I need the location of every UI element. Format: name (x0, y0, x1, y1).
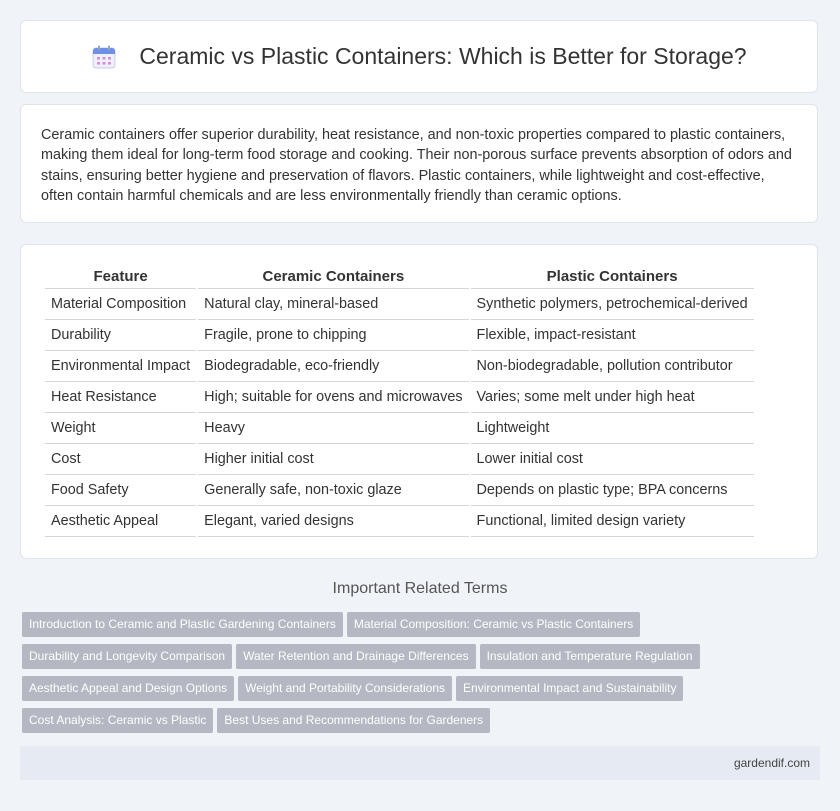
table-cell: Functional, limited design variety (471, 506, 754, 537)
table-cell: Elegant, varied designs (198, 506, 468, 537)
table-row (45, 444, 754, 475)
table-cell: Higher initial cost (198, 444, 468, 475)
related-term-tag[interactable]: Environmental Impact and Sustainability (456, 676, 683, 701)
table-cell: Biodegradable, eco-friendly (198, 351, 468, 382)
related-term-tag[interactable]: Insulation and Temperature Regulation (480, 644, 700, 669)
page-header (20, 20, 818, 93)
table-cell: High; suitable for ovens and microwaves (198, 382, 468, 413)
table-cell: Fragile, prone to chipping (198, 320, 468, 351)
footer-site-link[interactable]: gardendif.com (733, 756, 810, 770)
table-cell: Heavy (198, 413, 468, 444)
table-header-row (45, 265, 754, 289)
related-term-tag[interactable]: Material Composition: Ceramic vs Plastic Containers (347, 612, 640, 637)
table-cell: Depends on plastic type; BPA concerns (471, 475, 754, 506)
page-title: Ceramic vs Plastic Containers: Which is Better for Storage? (139, 43, 747, 69)
column-header: Plastic Containers (471, 265, 754, 289)
table-cell: Durability (45, 320, 196, 351)
related-term-tag[interactable]: Cost Analysis: Ceramic vs Plastic (22, 708, 213, 733)
comparison-table (43, 265, 756, 537)
related-term-tag[interactable]: Durability and Longevity Comparison (22, 644, 232, 669)
table-cell: Generally safe, non-toxic glaze (198, 475, 468, 506)
table-cell: Heat Resistance (45, 382, 196, 413)
table-cell: Cost (45, 444, 196, 475)
related-terms-list (22, 612, 822, 740)
table-row (45, 320, 754, 351)
related-term-tag[interactable]: Best Uses and Recommendations for Gardeners (217, 708, 490, 733)
related-terms-title: Important Related Terms (332, 580, 508, 597)
table-cell: Material Composition (45, 289, 196, 320)
table-row (45, 506, 754, 537)
table-cell: Lower initial cost (471, 444, 754, 475)
table-cell: Non-biodegradable, pollution contributor (471, 351, 754, 382)
table-row (45, 289, 754, 320)
related-term-tag[interactable]: Water Retention and Drainage Differences (236, 644, 475, 669)
page-footer (20, 746, 820, 780)
related-term-tag[interactable]: Introduction to Ceramic and Plastic Gardening Containers (22, 612, 343, 637)
table-cell: Environmental Impact (45, 351, 196, 382)
table-row (45, 382, 754, 413)
table-cell: Weight (45, 413, 196, 444)
table-row (45, 475, 754, 506)
table-row (45, 413, 754, 444)
table-cell: Varies; some melt under high heat (471, 382, 754, 413)
intro-text: Ceramic containers offer superior durability, heat resistance, and non-toxic properties compared to plastic containers, making them ideal for long-term food storage and cooking. Their non-porous surface prevents absorption of odors and stains, ensuring better hygiene and preservation of flavors. Plastic containers, while lightweight and cost-effective, often contain harmful chemicals and are less environmentally friendly than ceramic options. (41, 127, 792, 205)
column-header: Feature (45, 265, 196, 289)
related-term-tag[interactable]: Weight and Portability Considerations (238, 676, 452, 701)
table-cell: Lightweight (471, 413, 754, 444)
related-term-tag[interactable]: Aesthetic Appeal and Design Options (22, 676, 234, 701)
calendar-icon (91, 44, 117, 70)
table-cell: Synthetic polymers, petrochemical-derived (471, 289, 754, 320)
intro-card (20, 104, 818, 223)
table-cell: Food Safety (45, 475, 196, 506)
table-cell: Flexible, impact-resistant (471, 320, 754, 351)
table-cell: Natural clay, mineral-based (198, 289, 468, 320)
table-row (45, 351, 754, 382)
comparison-card (20, 244, 818, 559)
column-header: Ceramic Containers (198, 265, 468, 289)
table-cell: Aesthetic Appeal (45, 506, 196, 537)
